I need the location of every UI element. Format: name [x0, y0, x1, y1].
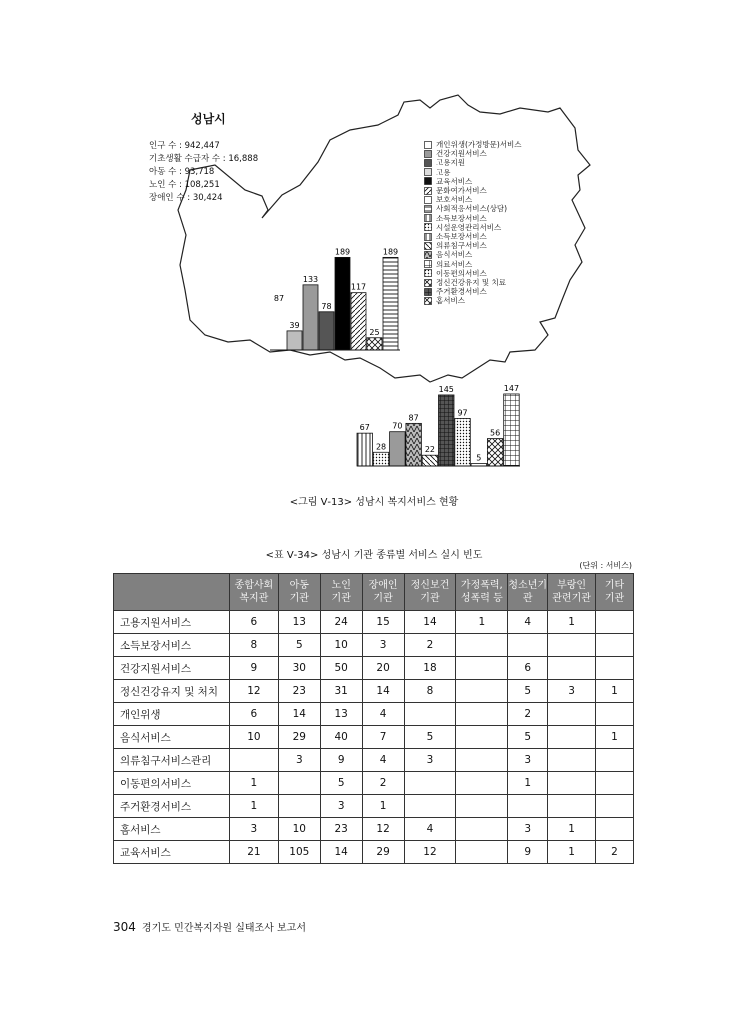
table-cell	[456, 680, 508, 703]
legend-label: 고용지원	[436, 158, 465, 168]
table-cell	[548, 657, 596, 680]
row-label: 홈서비스	[114, 818, 230, 841]
bar-value-label: 22	[424, 445, 436, 455]
table-cell: 1	[548, 841, 596, 864]
table-cell: 4	[404, 818, 456, 841]
legend-swatch	[424, 269, 432, 277]
table-cell: 12	[229, 680, 278, 703]
table-cell: 5	[320, 772, 362, 795]
legend-item	[424, 223, 522, 232]
legend-swatch-rect	[425, 187, 432, 194]
table-cell: 1	[508, 772, 548, 795]
column-header	[229, 574, 278, 611]
chart-bar	[390, 432, 406, 466]
column-header-line: 장애인	[368, 580, 398, 591]
bar-group-top	[274, 247, 398, 350]
table-row	[114, 841, 634, 864]
legend-item	[424, 260, 522, 269]
table-cell	[456, 795, 508, 818]
legend-label: 사회적응서비스(상담)	[436, 204, 508, 214]
column-header	[508, 574, 548, 611]
legend-item	[424, 186, 522, 195]
legend-item	[424, 269, 522, 278]
stat-elderly: 노인 수 : 108,251	[149, 180, 220, 190]
legend-swatch	[424, 205, 432, 213]
table-cell: 12	[404, 841, 456, 864]
legend-swatch-rect	[425, 215, 432, 222]
legend-swatch	[424, 196, 432, 204]
table-row	[114, 634, 634, 657]
row-label: 건강지원서비스	[114, 657, 230, 680]
table-row	[114, 749, 634, 772]
table-cell: 1	[229, 772, 278, 795]
chart-bar	[504, 394, 520, 466]
map-chart-svg	[0, 0, 748, 480]
table-cell: 5	[508, 680, 548, 703]
legend-label: 개인위생(가정방문)서비스	[436, 140, 522, 149]
table-cell: 3	[320, 795, 362, 818]
chart-bar	[406, 423, 422, 466]
legend-swatch	[424, 223, 432, 231]
bar-value-label: 78	[321, 301, 332, 311]
table-cell: 6	[508, 657, 548, 680]
legend-label: 의류침구서비스	[436, 241, 487, 251]
legend-swatch-rect	[425, 270, 432, 277]
legend-label: 교육서비스	[436, 176, 473, 186]
column-header-line: 관련기관	[552, 593, 591, 604]
table-body	[114, 611, 634, 864]
table-cell	[404, 795, 456, 818]
table-cell: 14	[320, 841, 362, 864]
header-blank	[114, 574, 230, 611]
bar-value-label: 147	[503, 383, 520, 393]
legend-swatch-rect	[425, 242, 432, 249]
table-cell: 3	[508, 749, 548, 772]
table-cell: 15	[362, 611, 404, 634]
table-row	[114, 772, 634, 795]
table-cell: 10	[320, 634, 362, 657]
bar-value-label: 97	[457, 408, 468, 418]
column-header-line: 종합사회	[234, 580, 274, 591]
bar-value-label: 28	[375, 442, 387, 452]
legend-swatch	[424, 233, 432, 241]
legend-swatch	[424, 187, 432, 195]
table-cell: 12	[362, 818, 404, 841]
table-cell	[456, 726, 508, 749]
page-footer	[113, 919, 306, 934]
bar-group-bottom	[357, 384, 519, 466]
legend-swatch-rect	[425, 160, 432, 167]
column-header-line: 기관	[604, 593, 625, 604]
row-label: 의류침구서비스관리	[114, 749, 230, 772]
legend-swatch-rect	[425, 150, 432, 157]
table-cell	[596, 772, 634, 795]
column-header-line: 기관	[373, 593, 393, 604]
legend-item	[424, 250, 522, 259]
legend-swatch-rect	[425, 279, 432, 286]
table-cell: 9	[229, 657, 278, 680]
column-header	[362, 574, 404, 611]
column-header-line: 복지관	[239, 593, 269, 604]
table-row	[114, 795, 634, 818]
legend-label: 음식서비스	[436, 250, 473, 260]
table-cell: 24	[320, 611, 362, 634]
legend-item	[424, 168, 522, 177]
table-cell: 5	[404, 726, 456, 749]
legend-item	[424, 177, 522, 186]
table-cell	[596, 657, 634, 680]
bar-value-label: 87	[408, 413, 419, 423]
legend-label: 이동편의서비스	[436, 268, 487, 278]
legend-label: 소득보장서비스	[436, 232, 487, 242]
table-cell: 14	[278, 703, 320, 726]
service-frequency-table	[113, 573, 634, 864]
legend-swatch	[424, 260, 432, 268]
row-label: 소득보장서비스	[114, 634, 230, 657]
table-cell: 2	[362, 772, 404, 795]
table-cell: 1	[548, 611, 596, 634]
column-header	[320, 574, 362, 611]
table-cell	[548, 795, 596, 818]
table-cell: 9	[320, 749, 362, 772]
table-cell	[456, 749, 508, 772]
table-cell: 2	[508, 703, 548, 726]
legend-swatch	[424, 288, 432, 296]
row-label: 개인위생	[114, 703, 230, 726]
table-cell: 3	[362, 634, 404, 657]
table-cell: 14	[404, 611, 456, 634]
legend-item	[424, 140, 522, 149]
table-cell: 1	[456, 611, 508, 634]
table-cell	[404, 772, 456, 795]
table-cell: 29	[362, 841, 404, 864]
legend-swatch-rect	[425, 169, 432, 176]
column-header-line: 부랑인	[557, 580, 587, 591]
legend-swatch	[424, 214, 432, 222]
row-label: 주거환경서비스	[114, 795, 230, 818]
legend-item	[424, 204, 522, 213]
column-header-line: 가정폭력,	[460, 580, 503, 591]
legend-label: 보호서비스	[436, 195, 473, 205]
chart-bar	[487, 439, 503, 466]
chart-bar	[383, 257, 398, 350]
row-label: 음식서비스	[114, 726, 230, 749]
chart-bar	[367, 338, 382, 350]
bar-value-label: 56	[490, 428, 501, 438]
column-header-line: 노인	[331, 580, 351, 591]
page-number: 304	[113, 920, 136, 934]
bar-value-label: 39	[289, 320, 300, 330]
table-cell: 21	[229, 841, 278, 864]
table-cell	[596, 749, 634, 772]
legend-swatch-rect	[425, 196, 432, 203]
table-cell	[596, 634, 634, 657]
table-cell: 30	[278, 657, 320, 680]
chart-bar	[422, 455, 438, 466]
table-unit: (단위 : 서비스)	[579, 561, 632, 570]
column-header-line: 성폭력 등	[460, 593, 503, 604]
legend-label: 고용	[436, 167, 451, 177]
table-cell	[229, 749, 278, 772]
chart-bar	[439, 395, 455, 466]
table-cell	[508, 634, 548, 657]
table-cell: 14	[362, 680, 404, 703]
table-cell: 3	[278, 749, 320, 772]
table-cell: 10	[229, 726, 278, 749]
legend-swatch	[424, 279, 432, 287]
column-header	[596, 574, 634, 611]
bar-value-label: 70	[392, 421, 403, 431]
table-cell: 3	[508, 818, 548, 841]
table-cell: 1	[596, 680, 634, 703]
table-cell: 29	[278, 726, 320, 749]
column-header-line: 청소년기	[508, 580, 548, 591]
table-cell: 4	[508, 611, 548, 634]
chart-legend	[424, 140, 522, 306]
column-header	[456, 574, 508, 611]
column-header-line: 기관	[331, 593, 351, 604]
table-cell: 10	[278, 818, 320, 841]
legend-swatch-rect	[425, 224, 432, 231]
bar-value-label: 117	[350, 282, 367, 292]
table-cell: 2	[596, 841, 634, 864]
figure-caption: <그림 Ⅴ-13> 성남시 복지서비스 현황	[289, 497, 459, 508]
stat-population: 인구 수 : 942,447	[149, 141, 220, 151]
table-cell	[456, 703, 508, 726]
table-cell: 2	[404, 634, 456, 657]
bar-value-label: 25	[369, 327, 380, 337]
table-row	[114, 611, 634, 634]
legend-swatch-rect	[425, 261, 432, 268]
table-cell: 4	[362, 703, 404, 726]
table-cell: 31	[320, 680, 362, 703]
legend-label: 문화여가서비스	[436, 186, 487, 196]
chart-bar	[351, 293, 366, 350]
table-cell	[456, 818, 508, 841]
table-row	[114, 726, 634, 749]
table-row	[114, 703, 634, 726]
legend-swatch	[424, 168, 432, 176]
legend-label: 의료서비스	[436, 259, 473, 269]
column-header-line: 기관	[289, 593, 309, 604]
legend-swatch	[424, 141, 432, 149]
row-label: 이동편의서비스	[114, 772, 230, 795]
table-cell	[596, 611, 634, 634]
table-cell	[508, 795, 548, 818]
bar-value-label: 189	[334, 247, 351, 257]
table-row	[114, 680, 634, 703]
bar-value-label: 67	[359, 423, 370, 433]
table-row	[114, 657, 634, 680]
stat-recipients: 기초생활 수급자 수 : 16,888	[149, 154, 259, 164]
stat-disabled: 장애인 수 : 30,424	[149, 193, 223, 203]
table-cell	[456, 772, 508, 795]
legend-swatch-rect	[425, 288, 432, 295]
table-cell	[548, 749, 596, 772]
table-cell: 5	[508, 726, 548, 749]
table-title: <표 Ⅴ-34> 성남시 기관 종류별 서비스 실시 빈도	[265, 550, 483, 561]
column-header-line: 정신보건	[410, 580, 450, 591]
table-cell: 50	[320, 657, 362, 680]
left-value-label: 87	[273, 294, 285, 303]
table-cell: 7	[362, 726, 404, 749]
table-cell	[456, 634, 508, 657]
legend-swatch	[424, 150, 432, 158]
table-cell: 6	[229, 611, 278, 634]
legend-item	[424, 214, 522, 223]
legend-swatch-rect	[425, 298, 432, 305]
table-cell: 3	[229, 818, 278, 841]
table-cell: 5	[278, 634, 320, 657]
table-cell	[548, 703, 596, 726]
chart-bar	[303, 285, 318, 350]
legend-swatch	[424, 242, 432, 250]
chart-bar	[319, 312, 334, 350]
bar-value-label: 133	[302, 274, 319, 284]
legend-swatch	[424, 177, 432, 185]
footer-text: 경기도 민간복지자원 실태조사 보고서	[141, 923, 307, 934]
legend-swatch-rect	[425, 233, 432, 240]
table-cell: 8	[404, 680, 456, 703]
table-cell: 1	[548, 818, 596, 841]
chart-bar	[287, 331, 302, 350]
table-header-row	[114, 574, 634, 611]
row-label: 정신건강유지 및 처치	[114, 680, 230, 703]
legend-item	[424, 296, 522, 305]
table-cell	[596, 818, 634, 841]
table-cell	[596, 795, 634, 818]
table-cell: 23	[278, 680, 320, 703]
legend-label: 홈서비스	[436, 296, 465, 306]
column-header-line: 기관	[420, 593, 440, 604]
chart-bar	[455, 418, 471, 466]
column-header-line: 기타	[604, 580, 625, 591]
legend-swatch-rect	[425, 252, 432, 259]
bar-value-label: 5	[476, 453, 482, 463]
bar-value-label: 189	[382, 247, 399, 257]
legend-swatch	[424, 297, 432, 305]
row-label: 교육서비스	[114, 841, 230, 864]
legend-label: 정신건강유지 및 치료	[436, 278, 506, 288]
table-cell: 20	[362, 657, 404, 680]
table-cell	[404, 703, 456, 726]
table-row	[114, 818, 634, 841]
table-cell	[548, 634, 596, 657]
table-cell: 3	[548, 680, 596, 703]
table-cell	[456, 841, 508, 864]
legend-swatch-rect	[425, 178, 432, 185]
legend-swatch-rect	[425, 141, 432, 148]
table-cell: 105	[278, 841, 320, 864]
table-cell	[548, 726, 596, 749]
table-cell: 23	[320, 818, 362, 841]
table-cell: 3	[404, 749, 456, 772]
chart-bar	[357, 433, 373, 466]
legend-item	[424, 158, 522, 167]
table-cell: 13	[278, 611, 320, 634]
legend-label: 건강지원서비스	[436, 149, 487, 159]
column-header	[548, 574, 596, 611]
legend-item	[424, 232, 522, 241]
stats-block	[149, 140, 258, 205]
table-cell	[278, 772, 320, 795]
table-cell: 1	[596, 726, 634, 749]
table-cell: 1	[229, 795, 278, 818]
table-cell: 6	[229, 703, 278, 726]
column-header	[278, 574, 320, 611]
stat-children: 아동 수 : 93,718	[149, 167, 215, 177]
table-cell	[278, 795, 320, 818]
legend-swatch-rect	[425, 206, 432, 213]
column-header-line: 아동	[289, 580, 309, 591]
table-cell	[548, 772, 596, 795]
legend-swatch	[424, 251, 432, 259]
chart-bar	[373, 452, 389, 466]
table-cell: 1	[362, 795, 404, 818]
table-cell: 18	[404, 657, 456, 680]
chart-bar	[335, 257, 350, 350]
table-cell	[596, 703, 634, 726]
bar-value-label: 145	[438, 384, 454, 394]
table-cell: 40	[320, 726, 362, 749]
legend-label: 시설운영관리서비스	[436, 222, 502, 232]
table-cell: 4	[362, 749, 404, 772]
table-cell: 9	[508, 841, 548, 864]
table-cell	[456, 657, 508, 680]
legend-label: 주거환경서비스	[436, 287, 487, 297]
row-label: 고용지원서비스	[114, 611, 230, 634]
legend-item	[424, 278, 522, 287]
legend-label: 소득보장서비스	[436, 213, 487, 223]
column-header	[404, 574, 456, 611]
legend-swatch	[424, 159, 432, 167]
table-cell: 13	[320, 703, 362, 726]
table-cell: 8	[229, 634, 278, 657]
city-name: 성남시	[191, 112, 226, 126]
column-header-line: 관	[522, 593, 533, 604]
